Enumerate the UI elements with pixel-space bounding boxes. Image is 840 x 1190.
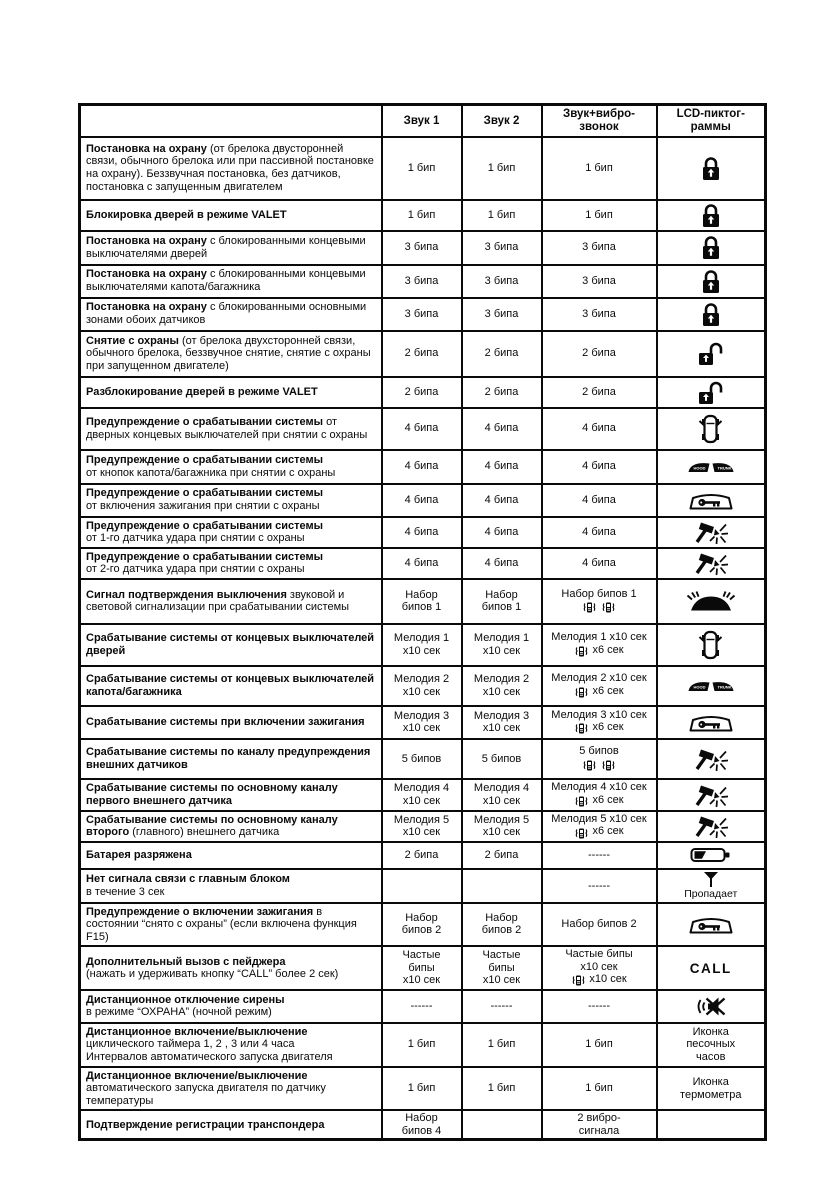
sound1-value: 5 бипов xyxy=(382,739,462,779)
sound-vibro-value: ------ xyxy=(542,869,657,903)
table-row xyxy=(80,408,766,450)
lcd-pictogram-cell xyxy=(657,484,766,517)
table-row xyxy=(80,1110,766,1140)
antenna-icon xyxy=(702,871,720,888)
lcd-pictogram-cell xyxy=(657,548,766,579)
sound1-value: 1 бип xyxy=(382,200,462,231)
sound-vibro-value: Частые бипы х10 сек х10 сек xyxy=(542,946,657,990)
ignition-key-icon xyxy=(687,916,735,933)
header-description xyxy=(80,105,382,137)
shock-sensor-icon xyxy=(693,555,728,572)
vibro-icon xyxy=(575,687,588,700)
row-label: Предупреждение о срабатывании системы от 1-го датчика удара при снятии с охраны xyxy=(80,517,382,548)
row-label: Срабатывание системы от концевых выключателей дверей xyxy=(80,624,382,666)
sound-vibro-value: 1 бип xyxy=(542,137,657,200)
row-label: Предупреждение о срабатывании системы от кнопок капота/багажника при снятии с охраны xyxy=(80,450,382,484)
sound-vibro-value: ------ xyxy=(542,990,657,1023)
lcd-pictogram-cell xyxy=(657,990,766,1023)
table-row xyxy=(80,990,766,1023)
lcd-pictogram-cell xyxy=(657,517,766,548)
row-label: Срабатывание системы по основному каналу первого внешнего датчика xyxy=(80,779,382,811)
row-label: Постановка на охрану с блокированными основными зонами обоих датчиков xyxy=(80,298,382,331)
lcd-pictogram-cell xyxy=(657,231,766,265)
sound-vibro-value: 4 бипа xyxy=(542,408,657,450)
sound-vibro-value: ------ xyxy=(542,842,657,869)
sound-vibro-value: Мелодия 4 х10 сек х6 сек xyxy=(542,779,657,811)
sound1-value: Мелодия 3 х10 сек xyxy=(382,706,462,739)
ignition-key-icon xyxy=(687,491,735,508)
shock-sensor-icon xyxy=(693,523,728,540)
sound-vibro-value: 2 бипа xyxy=(542,377,657,408)
vibro-icon xyxy=(575,827,588,840)
table-row xyxy=(80,484,766,517)
sound2-value xyxy=(462,1110,542,1140)
sound1-value: 4 бипа xyxy=(382,484,462,517)
shock-sensor-icon xyxy=(693,750,728,767)
vibro-icon xyxy=(575,723,588,736)
lcd-pictogram-cell xyxy=(657,903,766,947)
row-label: Блокировка дверей в режиме VALET xyxy=(80,200,382,231)
lcd-pictogram-cell xyxy=(657,739,766,779)
sound-vibro-value: 1 бип xyxy=(542,200,657,231)
lock-closed-icon xyxy=(699,159,723,176)
lcd-pictogram-cell xyxy=(657,137,766,200)
sound2-value: 2 бипа xyxy=(462,377,542,408)
battery-low-icon xyxy=(690,847,731,864)
table-row xyxy=(80,200,766,231)
sound2-value: 5 бипов xyxy=(462,739,542,779)
header-lcd-pictograms: LCD-пиктог- раммы xyxy=(657,105,766,137)
sound-vibro-value: Набор бипов 1 xyxy=(542,579,657,624)
sound2-value: 3 бипа xyxy=(462,298,542,331)
svg-text:HOOD: HOOD xyxy=(693,684,706,690)
vibro-icon xyxy=(583,602,596,615)
sound2-value: 1 бип xyxy=(462,137,542,200)
table-row xyxy=(80,1023,766,1067)
row-label: Постановка на охрану с блокированными концевыми выключателями дверей xyxy=(80,231,382,265)
hood-trunk-icon xyxy=(687,677,735,694)
sound1-value: 4 бипа xyxy=(382,548,462,579)
sound1-value: 4 бипа xyxy=(382,408,462,450)
row-label: Разблокирование дверей в режиме VALET xyxy=(80,377,382,408)
table-row xyxy=(80,739,766,779)
sound1-value: 1 бип xyxy=(382,1023,462,1067)
lcd-pictogram-cell xyxy=(657,579,766,624)
table-row xyxy=(80,946,766,990)
sound2-value: 2 бипа xyxy=(462,842,542,869)
svg-text:TRUNK: TRUNK xyxy=(717,465,732,471)
sound-vibro-value: 1 бип xyxy=(542,1067,657,1111)
row-label: Постановка на охрану (от брелока двусторонней связи, обычного брелока или при пассивной постановке на охрану). Беззвучная постановка, без датчиков, постановка с запущенным двигателем xyxy=(80,137,382,200)
lock-closed-icon xyxy=(699,206,723,223)
sound-vibro-value: Мелодия 5 х10 сек х6 сек xyxy=(542,811,657,842)
lcd-pictogram-cell xyxy=(657,811,766,842)
sound1-value: Мелодия 5 х10 сек xyxy=(382,811,462,842)
sound2-value: Мелодия 1 х10 сек xyxy=(462,624,542,666)
row-label: Предупреждение о срабатывании системы от дверных концевых выключателей при снятии с охраны xyxy=(80,408,382,450)
car-doors-icon xyxy=(697,636,724,653)
lcd-pictogram-text: Иконка термометра xyxy=(680,1076,742,1101)
row-label: Срабатывание системы по каналу предупреждения внешних датчиков xyxy=(80,739,382,779)
row-label: Дополнительный вызов с пейджера (нажать и удерживать кнопку “CALL” более 2 сек) xyxy=(80,946,382,990)
sound1-value: 4 бипа xyxy=(382,450,462,484)
sound2-value: 4 бипа xyxy=(462,548,542,579)
lcd-pictogram-cell xyxy=(657,200,766,231)
sound-vibro-value: 1 бип xyxy=(542,1023,657,1067)
sound2-value: 2 бипа xyxy=(462,331,542,377)
lcd-pictogram-cell xyxy=(657,869,766,903)
vibro-icon xyxy=(602,602,615,615)
table-row xyxy=(80,377,766,408)
sound-vibro-value: 2 вибро- сигнала xyxy=(542,1110,657,1140)
table-row xyxy=(80,231,766,265)
sound2-value xyxy=(462,869,542,903)
car-flash-icon xyxy=(682,593,740,610)
lock-closed-icon xyxy=(699,239,723,256)
sound2-value: 3 бипа xyxy=(462,231,542,265)
sound2-value: 1 бип xyxy=(462,1023,542,1067)
row-label: Дистанционное отключение сирены в режиме “ОХРАНА” (ночной режим) xyxy=(80,990,382,1023)
vibro-icon xyxy=(572,975,585,988)
lcd-pictogram-cell xyxy=(657,1110,766,1140)
svg-text:HOOD: HOOD xyxy=(693,465,706,471)
sound2-value: Мелодия 3 х10 сек xyxy=(462,706,542,739)
lcd-pictogram-cell xyxy=(657,1023,766,1067)
lcd-pictogram-cell xyxy=(657,946,766,990)
vibro-icon xyxy=(602,760,615,773)
sound2-value: 4 бипа xyxy=(462,450,542,484)
sound2-value: Набор бипов 2 xyxy=(462,903,542,947)
svg-text:TRUNK: TRUNK xyxy=(717,684,732,690)
lcd-pictogram-cell xyxy=(657,706,766,739)
sound1-value: 3 бипа xyxy=(382,298,462,331)
sound-vibro-value: 3 бипа xyxy=(542,298,657,331)
row-label: Предупреждение о включении зажигания в состоянии “снято с охраны” (если включена функция F15) xyxy=(80,903,382,947)
ignition-key-icon xyxy=(687,714,735,731)
vibro-icon xyxy=(575,796,588,809)
row-label: Сигнал подтверждения выключения звуковой и световой сигнализации при срабатывании системы xyxy=(80,579,382,624)
lock-open-icon xyxy=(696,383,726,400)
lcd-pictogram-text: Пропадает xyxy=(684,888,738,901)
lcd-pictogram-text: Иконка песочных часов xyxy=(686,1025,736,1063)
lcd-pictogram-text: CALL xyxy=(689,960,732,976)
table-row xyxy=(80,517,766,548)
vibro-icon xyxy=(583,760,596,773)
sound-vibro-value: 3 бипа xyxy=(542,265,657,298)
lcd-pictogram-cell xyxy=(657,265,766,298)
sound2-value: 4 бипа xyxy=(462,484,542,517)
row-label: Предупреждение о срабатывании системы от включения зажигания при снятии с охраны xyxy=(80,484,382,517)
table-row xyxy=(80,450,766,484)
lcd-pictogram-cell xyxy=(657,779,766,811)
sound2-value: 1 бип xyxy=(462,200,542,231)
sound-vibro-value: 4 бипа xyxy=(542,548,657,579)
sound1-value: 2 бипа xyxy=(382,842,462,869)
shock-sensor-icon xyxy=(693,818,728,835)
signal-table-body xyxy=(80,137,766,1140)
sound1-value: 1 бип xyxy=(382,1067,462,1111)
row-label: Подтверждение регистрации транспондера xyxy=(80,1110,382,1140)
sound1-value: Мелодия 4 х10 сек xyxy=(382,779,462,811)
sound-vibro-value: 4 бипа xyxy=(542,484,657,517)
lcd-pictogram-cell xyxy=(657,377,766,408)
table-row xyxy=(80,298,766,331)
row-label: Постановка на охрану с блокированными концевыми выключателями капота/багажника xyxy=(80,265,382,298)
sound1-value: 2 бипа xyxy=(382,331,462,377)
lcd-pictogram-cell xyxy=(657,1067,766,1111)
table-row xyxy=(80,811,766,842)
sound1-value: Мелодия 1 х10 сек xyxy=(382,624,462,666)
header-sound1: Звук 1 xyxy=(382,105,462,137)
sound2-value: 3 бипа xyxy=(462,265,542,298)
sound-vibro-value: 2 бипа xyxy=(542,331,657,377)
sound-vibro-value: Мелодия 3 х10 сек х6 сек xyxy=(542,706,657,739)
lcd-pictogram-cell xyxy=(657,666,766,706)
row-label: Снятие с охраны (от брелока двухсторонней связи, обычного брелока, беззвучное снятие, снятие с охраны при запущенном двигателе) xyxy=(80,331,382,377)
sound2-value: Мелодия 4 х10 сек xyxy=(462,779,542,811)
sound2-value: Набор бипов 1 xyxy=(462,579,542,624)
table-row xyxy=(80,137,766,200)
sound-vibro-value: Мелодия 2 х10 сек х6 сек xyxy=(542,666,657,706)
sound1-value: 3 бипа xyxy=(382,265,462,298)
sound2-value: 4 бипа xyxy=(462,408,542,450)
row-label: Срабатывание системы по основному каналу второго (главного) внешнего датчика xyxy=(80,811,382,842)
sound-vibro-value: Мелодия 1 х10 сек х6 сек xyxy=(542,624,657,666)
siren-mute-icon xyxy=(695,998,727,1015)
table-row xyxy=(80,666,766,706)
header-sound-vibro: Звук+вибро- звонок xyxy=(542,105,657,137)
sound2-value: Мелодия 5 х10 сек xyxy=(462,811,542,842)
sound-vibro-value: 4 бипа xyxy=(542,450,657,484)
row-label: Дистанционное включение/выключение циклического таймера 1, 2 , 3 или 4 часа Интервалов автоматического запуска двигателя xyxy=(80,1023,382,1067)
table-row xyxy=(80,548,766,579)
hood-trunk-icon xyxy=(687,458,735,475)
table-row xyxy=(80,706,766,739)
table-row xyxy=(80,624,766,666)
lcd-pictogram-cell xyxy=(657,450,766,484)
sound2-value: 1 бип xyxy=(462,1067,542,1111)
table-row xyxy=(80,1067,766,1111)
shock-sensor-icon xyxy=(693,786,728,803)
table-row xyxy=(80,579,766,624)
row-label: Нет сигнала связи с главным блоком в течение 3 сек xyxy=(80,869,382,903)
lcd-pictogram-cell xyxy=(657,624,766,666)
sound1-value: 3 бипа xyxy=(382,231,462,265)
table-row xyxy=(80,842,766,869)
lcd-pictogram-cell xyxy=(657,842,766,869)
row-label: Дистанционное включение/выключение автоматического запуска двигателя по датчику температуры xyxy=(80,1067,382,1111)
sound-vibro-value: 5 бипов xyxy=(542,739,657,779)
sound1-value: Набор бипов 4 xyxy=(382,1110,462,1140)
header-sound2: Звук 2 xyxy=(462,105,542,137)
sound1-value: Набор бипов 1 xyxy=(382,579,462,624)
row-label: Предупреждение о срабатывании системы от 2-го датчика удара при снятии с охраны xyxy=(80,548,382,579)
sound-vibro-value: 3 бипа xyxy=(542,231,657,265)
table-row xyxy=(80,265,766,298)
sound1-value: Набор бипов 2 xyxy=(382,903,462,947)
lock-open-icon xyxy=(696,345,726,362)
sound1-value: ------ xyxy=(382,990,462,1023)
table-row xyxy=(80,331,766,377)
sound2-value: Частые бипы х10 сек xyxy=(462,946,542,990)
table-row xyxy=(80,779,766,811)
sound1-value: 4 бипа xyxy=(382,517,462,548)
table-row xyxy=(80,903,766,947)
sound1-value: 2 бипа xyxy=(382,377,462,408)
sound1-value: Мелодия 2 х10 сек xyxy=(382,666,462,706)
lock-closed-icon xyxy=(699,305,723,322)
lcd-pictogram-cell xyxy=(657,331,766,377)
vibro-icon xyxy=(575,646,588,659)
header-row xyxy=(80,105,766,137)
sound1-value: 1 бип xyxy=(382,137,462,200)
sound2-value: ------ xyxy=(462,990,542,1023)
car-doors-icon xyxy=(697,420,724,437)
row-label: Срабатывание системы от концевых выключателей капота/багажника xyxy=(80,666,382,706)
sound1-value xyxy=(382,869,462,903)
lock-closed-icon xyxy=(699,272,723,289)
sound1-value: Частые бипы х10 сек xyxy=(382,946,462,990)
row-label: Батарея разряжена xyxy=(80,842,382,869)
sound-vibro-value: Набор бипов 2 xyxy=(542,903,657,947)
lcd-pictogram-cell xyxy=(657,298,766,331)
sound2-value: 4 бипа xyxy=(462,517,542,548)
table-row xyxy=(80,869,766,903)
lcd-pictogram-cell xyxy=(657,408,766,450)
sound-vibro-value: 4 бипа xyxy=(542,517,657,548)
sound2-value: Мелодия 2 х10 сек xyxy=(462,666,542,706)
row-label: Срабатывание системы при включении зажигания xyxy=(80,706,382,739)
signal-table xyxy=(78,103,767,1141)
